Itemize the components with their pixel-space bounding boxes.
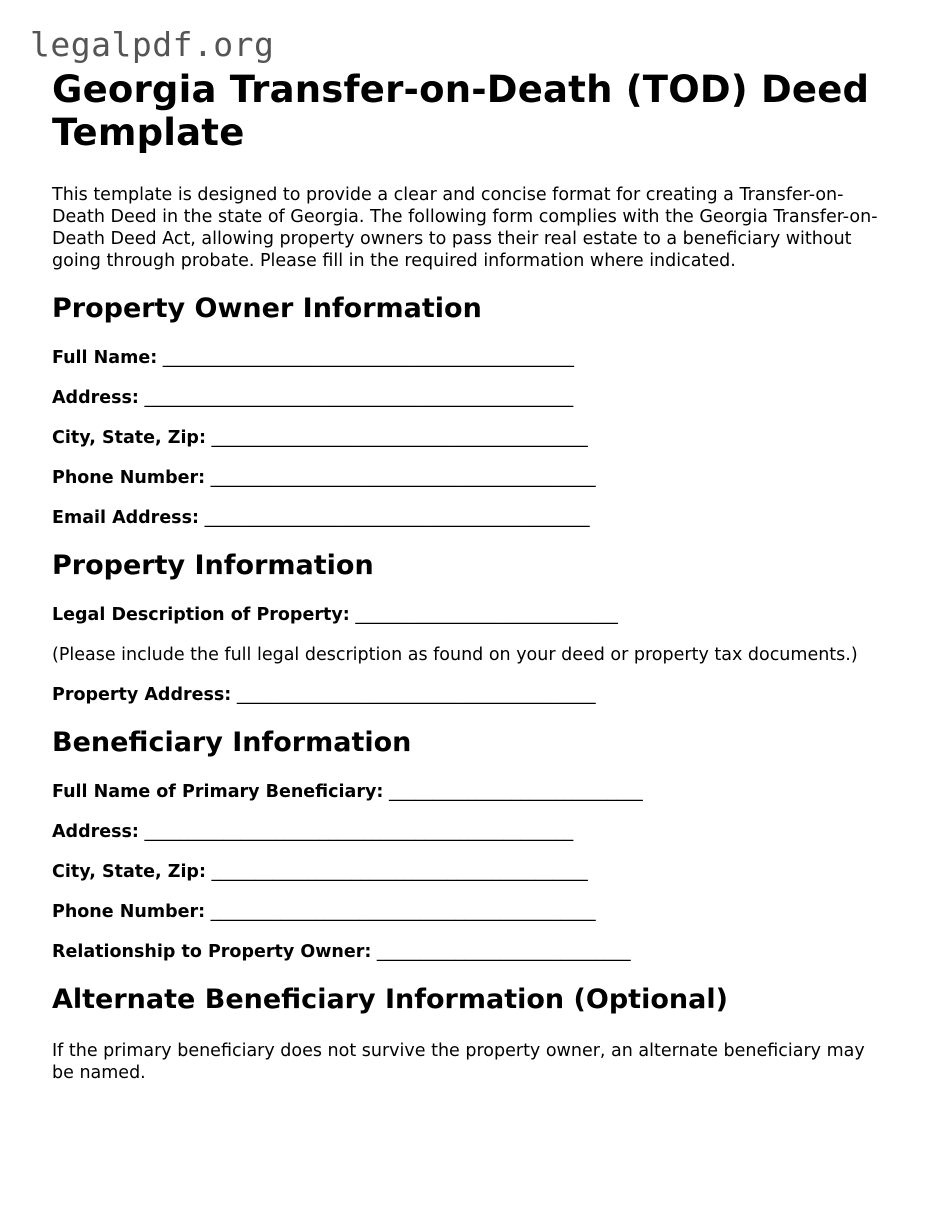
legal-description-note: (Please include the full legal description as found on your deed or property tax documents.)	[52, 645, 858, 665]
beneficiary-relationship-label: Relationship to Property Owner:	[52, 942, 372, 962]
beneficiary-address-blank[interactable]: _________________________________________________	[144, 822, 574, 842]
owner-address-field[interactable]	[52, 387, 892, 409]
beneficiary-city-label: City, State, Zip:	[52, 862, 206, 882]
owner-city-label: City, State, Zip:	[52, 428, 206, 448]
beneficiary-full-name-blank[interactable]: _____________________________	[388, 782, 643, 802]
beneficiary-phone-label: Phone Number:	[52, 902, 206, 922]
watermark: legalpdf.org	[30, 25, 275, 64]
section-heading-property: Property Information	[52, 550, 374, 581]
owner-city-blank[interactable]: ___________________________________________	[211, 428, 588, 448]
document-page	[52, 68, 892, 1084]
owner-phone-label: Phone Number:	[52, 468, 206, 488]
property-address-blank[interactable]: _________________________________________	[236, 685, 596, 705]
legal-description-blank[interactable]: ______________________________	[355, 605, 618, 625]
alternate-paragraph: If the primary beneficiary does not survive the property owner, an alternate beneficiary may be named.	[52, 1041, 865, 1083]
intro-paragraph: This template is designed to provide a clear and concise format for creating a Transfer-on-Death Deed in the state of Georgia. The following form complies with the Georgia Transfer-on-Death Deed Act, allowing property owners to pass their real estate to a beneficiary without going through probate. Please fill in the required information where indicated.	[52, 185, 878, 271]
property-address-field[interactable]	[52, 684, 892, 706]
owner-address-blank[interactable]: _________________________________________________	[144, 388, 574, 408]
property-address-label: Property Address:	[52, 685, 232, 705]
owner-city-field[interactable]	[52, 427, 892, 449]
owner-email-label: Email Address:	[52, 508, 200, 528]
owner-phone-field[interactable]	[52, 467, 892, 489]
owner-email-field[interactable]	[52, 507, 892, 529]
beneficiary-city-blank[interactable]: ___________________________________________	[211, 862, 588, 882]
section-heading-beneficiary: Beneficiary Information	[52, 727, 412, 758]
owner-phone-blank[interactable]: ____________________________________________	[210, 468, 596, 488]
legal-description-label: Legal Description of Property:	[52, 605, 350, 625]
beneficiary-phone-blank[interactable]: ____________________________________________	[210, 902, 596, 922]
owner-full-name-label: Full Name:	[52, 348, 158, 368]
owner-full-name-field[interactable]	[52, 347, 892, 369]
owner-email-blank[interactable]: ____________________________________________	[204, 508, 590, 528]
beneficiary-address-field[interactable]	[52, 821, 892, 843]
beneficiary-relationship-blank[interactable]: _____________________________	[376, 942, 631, 962]
section-heading-owner: Property Owner Information	[52, 293, 482, 324]
beneficiary-full-name-label: Full Name of Primary Beneficiary:	[52, 782, 384, 802]
beneficiary-full-name-field[interactable]	[52, 781, 892, 803]
section-heading-alternate: Alternate Beneficiary Information (Optional)	[52, 984, 728, 1015]
page-title: Georgia Transfer-on-Death (TOD) Deed Template	[52, 68, 870, 154]
beneficiary-city-field[interactable]	[52, 861, 892, 883]
beneficiary-phone-field[interactable]	[52, 901, 892, 923]
beneficiary-relationship-field[interactable]	[52, 941, 892, 963]
owner-address-label: Address:	[52, 388, 139, 408]
legal-description-field[interactable]	[52, 604, 892, 626]
owner-full-name-blank[interactable]: _______________________________________________	[162, 348, 575, 368]
beneficiary-address-label: Address:	[52, 822, 139, 842]
